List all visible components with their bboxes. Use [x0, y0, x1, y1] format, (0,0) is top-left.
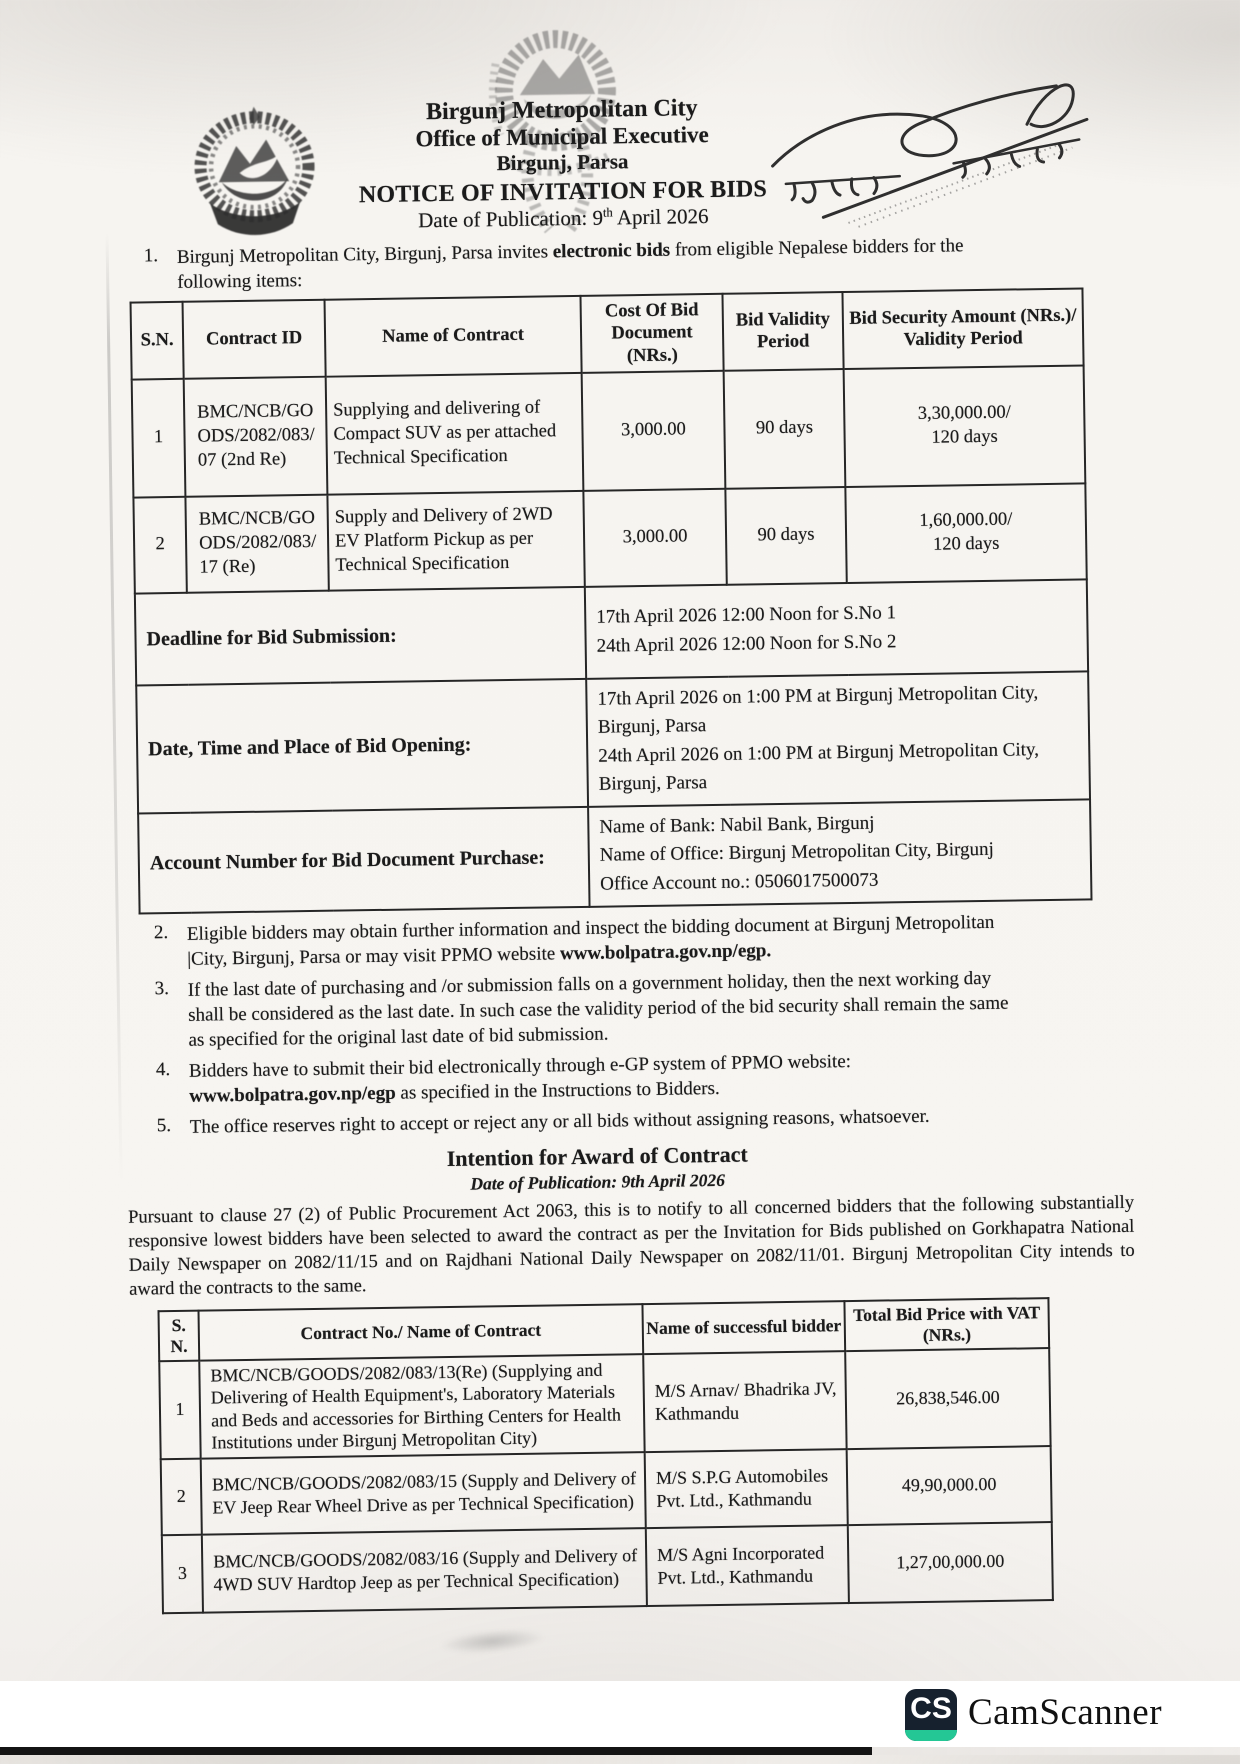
scan-smudge-artifact	[421, 1621, 563, 1663]
col-sn: S. N.	[158, 1310, 199, 1361]
header-title-block	[267, 93, 859, 236]
award-publication-date: Date of Publication: 9th April 2026	[470, 1170, 726, 1194]
col-cost: Cost Of Bid Document (NRs.)	[580, 294, 723, 373]
document-header	[0, 0, 1234, 248]
award-section-title: Intention for Award of Contract	[446, 1141, 748, 1172]
col-contract-id: Contract ID	[183, 300, 326, 379]
note-item	[156, 1047, 1023, 1110]
award-paragraph: Pursuant to clause 27 (2) of Public Procurement Act 2063, this is to notify to all concerned bidders that the following substantially responsive lowest bidders have been selected to award the contract as per the Invitation for Bids published on Gorkhapatra National Daily Newspaper on 2082/11/15 and on Rajdhani National Daily Newspaper on 2082/11/01. Birgunj Metropolitan City intends to award the contracts to the same.	[127, 1193, 1135, 1301]
cell-contract: BMC/NCB/GOODS/2082/083/16 (Supply and Delivery of 4WD SUV Hardtop Jeep as per Technical Specification)	[202, 1528, 647, 1613]
list-number: 1.	[143, 245, 159, 267]
cell-cost: 3,000.00	[582, 371, 726, 491]
cell-bidder: M/S Agni Incorporated Pvt. Ltd., Kathmandu	[646, 1525, 849, 1606]
publication-date: Date of Publication: 9th April 2026	[417, 204, 709, 233]
notes-list	[4, 906, 1240, 1143]
note-text: If the last date of purchasing and /or submission falls on a government holiday, then the next working day shall be considered as the last date. In such case the validity period of the bid security shall remain the same as specified for the original last date of bid submission.	[187, 967, 1009, 1051]
cell-price: 49,90,000.00	[847, 1446, 1052, 1525]
bids-table	[130, 288, 1093, 915]
col-security: Bid Security Amount (NRs.)/ Validity Period	[842, 289, 1083, 369]
award-row	[162, 1522, 1053, 1613]
col-price: Total Bid Price with VAT (NRs.)	[844, 1298, 1049, 1351]
list-number: 5.	[156, 1115, 172, 1137]
bids-table-header-row	[131, 289, 1084, 380]
org-place: Birgunj, Parsa	[496, 149, 629, 176]
col-validity: Bid Validity Period	[722, 292, 843, 370]
cell-security: 1,60,000.00/ 120 days	[845, 483, 1086, 583]
camscanner-footer	[0, 1681, 1240, 1747]
cell-name: Supplying and delivering of Compact SUV as per attached Technical Specification	[326, 373, 584, 495]
office-name: Office of Municipal Executive	[415, 121, 709, 152]
award-table	[157, 1297, 1053, 1614]
cell-contract-id: BMC/NCB/GO ODS/2082/083/ 17 (Re)	[185, 494, 328, 592]
cell-price: 1,27,00,000.00	[848, 1522, 1053, 1603]
cell-contract-id: BMC/NCB/GO ODS/2082/083/ 07 (2nd Re)	[184, 376, 328, 496]
cell-sn: 2	[133, 497, 186, 594]
bid-opening-value: 17th April 2026 on 1:00 PM at Birgunj Metropolitan City, Birgunj, Parsa 24th April 2026 on 1:00 PM at Birgunj Metropolitan City, Birgunj, Parsa	[586, 671, 1090, 806]
cell-bidder: M/S Arnav/ Bhadrika JV, Kathmandu	[643, 1351, 846, 1452]
account-label: Account Number for Bid Document Purchase:	[138, 807, 589, 914]
list-number: 2.	[153, 921, 169, 944]
col-contract: Contract No./ Name of Contract	[198, 1304, 643, 1361]
note-item	[154, 909, 1021, 972]
cell-sn: 2	[161, 1458, 202, 1535]
deadline-label: Deadline for Bid Submission:	[135, 587, 586, 686]
deadline-row	[135, 579, 1088, 685]
cell-validity: 90 days	[724, 369, 846, 489]
cell-contract: BMC/NCB/GOODS/2082/083/15 (Supply and Delivery of EV Jeep Rear Wheel Drive as per Technical Specification)	[201, 1452, 646, 1535]
bid-opening-row	[136, 671, 1090, 813]
cell-security: 3,30,000.00/ 120 days	[844, 365, 1086, 487]
camscanner-logo-icon	[905, 1689, 957, 1741]
note-text: Bidders have to submit their bid electronically through e-GP system of PPMO website: www.bolpatra.gov.np/egp as specified in the Instructions to Bidders.	[188, 1051, 852, 1107]
cell-bidder: M/S S.P.G Automobiles Pvt. Ltd., Kathmandu	[645, 1449, 848, 1528]
cell-sn: 1	[132, 379, 186, 498]
list-number: 3.	[154, 977, 170, 1000]
camscanner-logo-strip	[905, 1730, 957, 1741]
bid-row	[133, 483, 1086, 593]
col-sn: S.N.	[131, 302, 184, 379]
bid-opening-label: Date, Time and Place of Bid Opening:	[136, 679, 588, 814]
cell-cost: 3,000.00	[583, 489, 726, 587]
note-text: Eligible bidders may obtain further information and inspect the bidding document at Birgunj Metropolitan |City, Birgunj, Parsa or may visit PPMO website www.bolpatra.gov.np/egp.	[186, 911, 995, 970]
camscanner-brand-text: CamScanner	[968, 1692, 1163, 1733]
cell-sn: 3	[162, 1534, 203, 1613]
col-bidder: Name of successful bidder	[642, 1301, 845, 1354]
account-value: Name of Bank: Nabil Bank, Birgunj Name of Office: Birgunj Metropolitan City, Birgunj Office Account no.: 0506017500073	[588, 799, 1091, 906]
note-item	[157, 1103, 1023, 1141]
list-number: 4.	[155, 1059, 171, 1081]
cell-name: Supply and Delivery of 2WD EV Platform Pickup as per Technical Specification	[327, 491, 584, 591]
award-row	[161, 1446, 1052, 1535]
cell-validity: 90 days	[725, 487, 846, 585]
account-number-row	[138, 799, 1091, 913]
col-name: Name of Contract	[325, 296, 582, 376]
note-text: The office reserves right to accept or reject any or all bids without assigning reasons, whatsoever.	[189, 1106, 930, 1139]
cell-sn: 1	[159, 1360, 200, 1459]
camscanner-badge-text: CS	[910, 1692, 952, 1725]
cell-price: 26,838,546.00	[845, 1348, 1050, 1449]
award-row	[159, 1348, 1050, 1459]
bid-row	[132, 365, 1086, 497]
notice-title: NOTICE OF INVITATION FOR BIDS	[358, 175, 768, 208]
note-item	[155, 965, 1022, 1053]
deadline-value: 17th April 2026 12:00 Noon for S.No 1 24th April 2026 12:00 Noon for S.No 2	[585, 579, 1088, 678]
cell-contract: BMC/NCB/GOODS/2082/083/13(Re) (Supplying and Delivering of Health Equipment's, Laboratory Materials and Beds and accessories for Birthing Centers for Health Institutions under Birgunj Metropolitan City)	[199, 1354, 644, 1459]
org-name: Birgunj Metropolitan City	[425, 95, 698, 126]
scan-bottom-edge	[0, 1747, 872, 1755]
intro-text: Birgunj Metropolitan City, Birgunj, Parsa invites electronic bids from eligible Nepalese bidders for the following items:	[176, 235, 964, 293]
